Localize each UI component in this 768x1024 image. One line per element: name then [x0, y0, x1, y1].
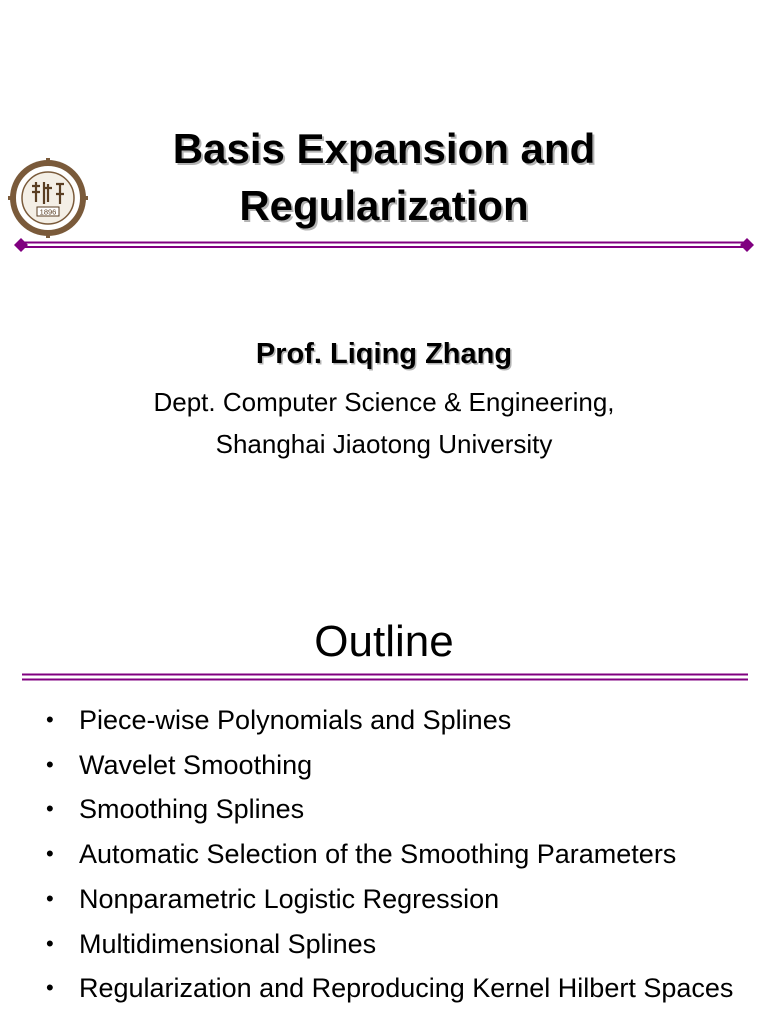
logo-year: 1896	[39, 207, 57, 217]
list-item	[46, 877, 766, 922]
list-item-text: Wavelet Smoothing	[79, 749, 313, 780]
list-item	[46, 966, 766, 1011]
bullet-icon: •	[46, 975, 54, 1001]
list-item	[46, 832, 766, 877]
list-item-text: Regularization and Reproducing Kernel Hilbert Spaces	[79, 973, 734, 1004]
author-name: Prof. Liqing Zhang	[255, 338, 513, 370]
bullet-icon: •	[46, 930, 54, 956]
list-item	[46, 743, 766, 788]
slide-title-line-2: Regularization	[239, 182, 529, 229]
divider-right-diamond-icon	[740, 238, 754, 252]
list-item	[46, 787, 766, 832]
department-line-1: Dept. Computer Science & Engineering,	[153, 387, 615, 417]
list-item-text: Piece-wise Polynomials and Splines	[79, 705, 512, 735]
bullet-icon: •	[46, 751, 54, 777]
list-item	[46, 698, 766, 743]
list-item-text: Smoothing Splines	[79, 794, 305, 825]
list-item-text: Multidimensional Splines	[79, 928, 377, 959]
list-item	[46, 922, 766, 967]
list-item-text: Automatic Selection of the Smoothing Parameters	[79, 839, 677, 870]
title-divider	[14, 238, 754, 252]
divider-left-diamond-icon	[14, 238, 28, 252]
bullet-icon: •	[46, 841, 54, 867]
outline-list	[46, 698, 766, 1011]
bullet-icon: •	[46, 885, 54, 911]
bullet-icon: •	[46, 796, 54, 822]
bullet-icon: •	[46, 707, 54, 732]
slide-title-line-1: Basis Expansion and	[172, 125, 596, 172]
outline-title: Outline	[314, 617, 454, 666]
outline-divider	[22, 672, 748, 682]
list-item-text: Nonparametric Logistic Regression	[79, 883, 500, 914]
department-line-2: Shanghai Jiaotong University	[215, 429, 553, 459]
